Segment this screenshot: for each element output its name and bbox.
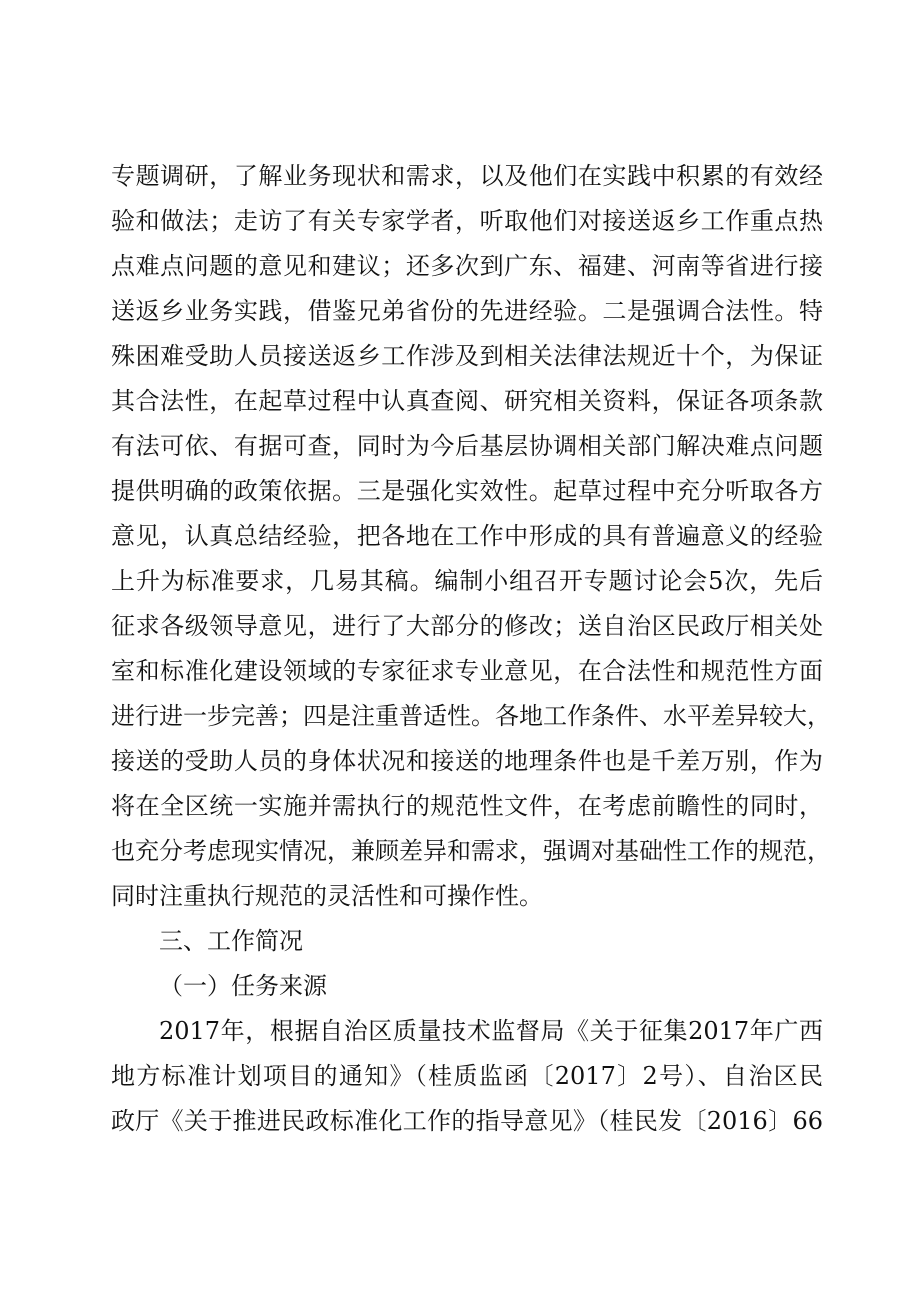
body-text-line: 意见，认真总结经验，把各地在工作中形成的具有普遍意义的经验 (111, 522, 823, 550)
body-text-line: 点难点问题的意见和建议；还多次到广东、福建、河南等省进行接 (111, 252, 823, 280)
body-text-line: 2017年，根据自治区质量技术监督局《关于征集2017年广西 (159, 1017, 823, 1045)
body-text-line: 有法可依、有据可查，同时为今后基层协调相关部门解决难点问题 (111, 432, 823, 460)
body-text-line: 地方标准计划项目的通知》（桂质监函〔2017〕2号）、自治区民 (111, 1062, 823, 1090)
body-text-line: 上升为标准要求，几易其稿。编制小组召开专题讨论会5次，先后 (111, 567, 823, 595)
body-text-line: 同时注重执行规范的灵活性和可操作性。 (111, 882, 543, 910)
body-text-line: 也充分考虑现实情况，兼顾差异和需求，强调对基础性工作的规范， (111, 837, 831, 865)
body-text-line: 提供明确的政策依据。三是强化实效性。起草过程中充分听取各方 (111, 477, 823, 505)
body-text-line: 将在全区统一实施并需执行的规范性文件，在考虑前瞻性的同时， (111, 792, 823, 820)
body-text-line: 殊困难受助人员接送返乡工作涉及到相关法律法规近十个，为保证 (111, 342, 823, 370)
body-text-line: 其合法性，在起草过程中认真查阅、研究相关资料，保证各项条款 (111, 387, 823, 415)
body-text-line: 专题调研，了解业务现状和需求，以及他们在实践中积累的有效经 (111, 162, 823, 190)
body-text-line: 室和标准化建设领域的专家征求专业意见，在合法性和规范性方面 (111, 657, 823, 685)
body-text-line: 征求各级领导意见，进行了大部分的修改；送自治区民政厅相关处 (111, 612, 823, 640)
section-heading: 三、工作简况 (159, 927, 303, 955)
body-text-line: 进行进一步完善；四是注重普适性。各地工作条件、水平差异较大， (111, 702, 831, 730)
subsection-heading: （一）任务来源 (159, 972, 327, 1000)
body-text-line: 接送的受助人员的身体状况和接送的地理条件也是千差万别，作为 (111, 747, 823, 775)
body-text-line: 送返乡业务实践，借鉴兄弟省份的先进经验。二是强调合法性。特 (111, 297, 823, 325)
body-text-line: 政厅《关于推进民政标准化工作的指导意见》（桂民发〔2016〕66 (111, 1107, 823, 1135)
body-text-line: 验和做法；走访了有关专家学者，听取他们对接送返乡工作重点热 (111, 207, 823, 235)
